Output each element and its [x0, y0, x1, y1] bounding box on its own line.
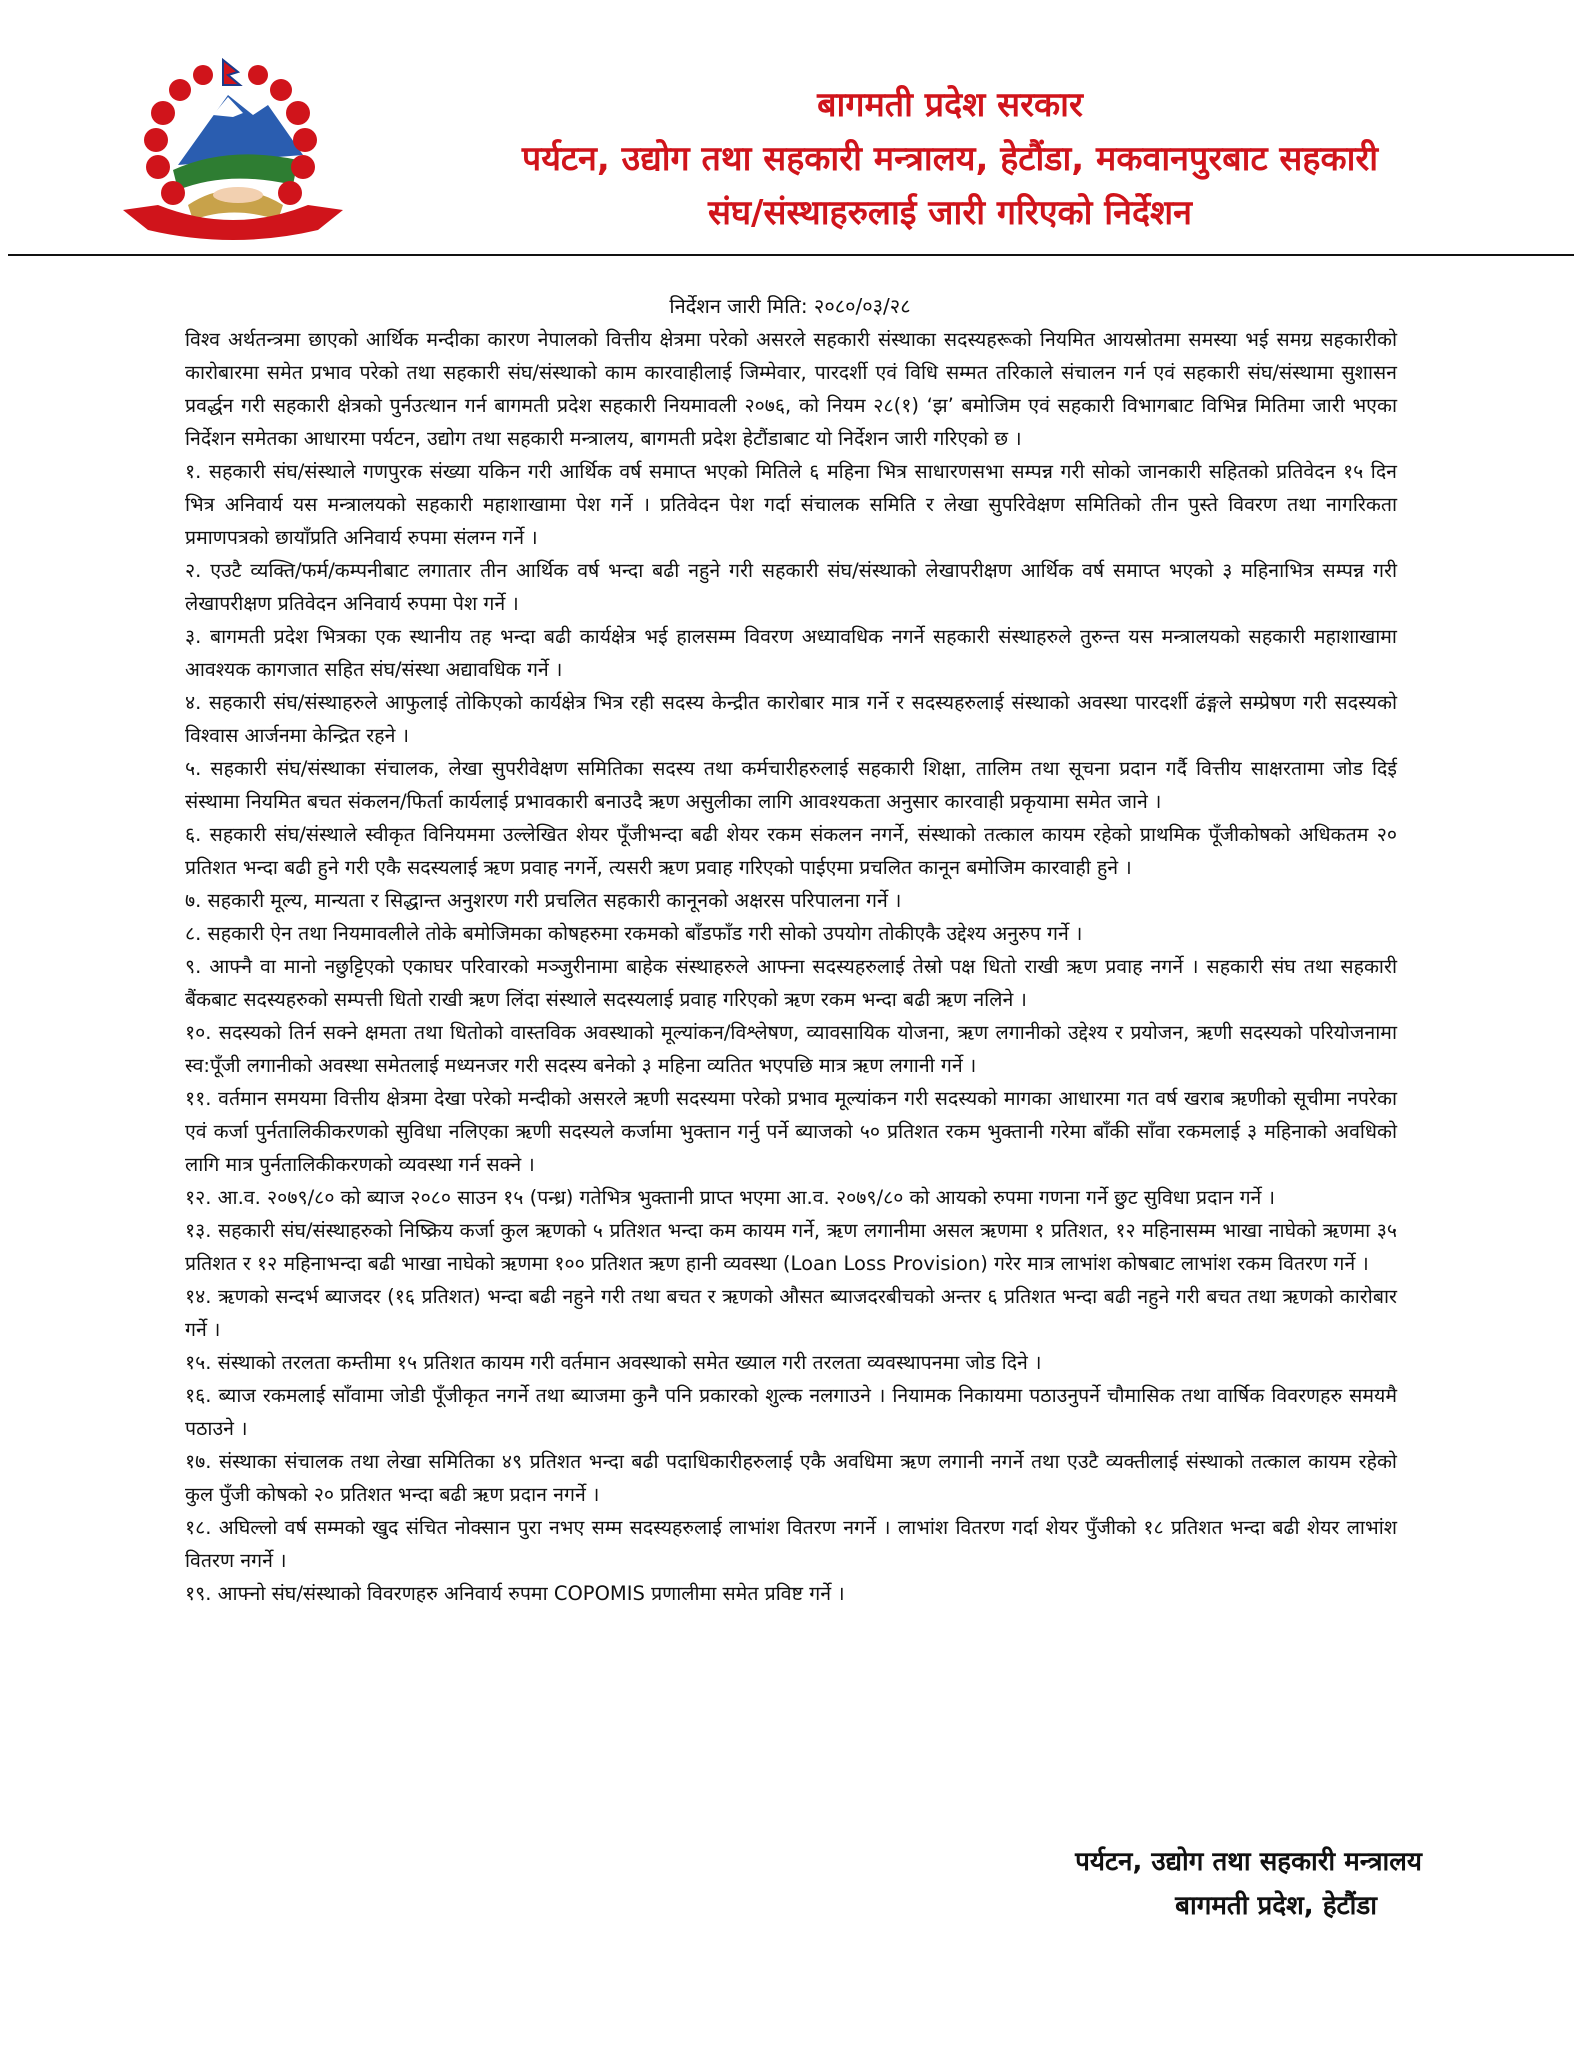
directive-item: १०. सदस्यको तिर्न सक्ने क्षमता तथा धितोको वास्तविक अवस्थाको मूल्यांकन/विश्लेषण, व्यावसायिक योजना, ऋण लगानीको उद्देश्य र प्रयोजन, ऋणी सदस्यको परियोजनामा स्व:पूँजी लगानीको अवस्था समेतलाई मध्यनजर गरी सदस्य बनेको ३ महिना व्यतित भएपछि मात्र ऋण लगानी गर्ने ।: [185, 1021, 1397, 1077]
directive-item: १५. संस्थाको तरलता कम्तीमा १५ प्रतिशत कायम गरी वर्तमान अवस्थाको समेत ख्याल गरी तरलता व्यवस्थापनमा जोड दिने ।: [185, 1351, 1042, 1374]
signature-block: [1075, 1840, 1422, 1928]
directive-item: १७. संस्थाका संचालक तथा लेखा समितिका ४९ प्रतिशत भन्दा बढी पदाधिकारीहरुलाई एकै अवधिमा ऋण लगानी नगर्ने तथा एउटै व्यक्तीलाई संस्थाको तत्काल कायम रहेको कुल पुँजी कोषको २० प्रतिशत भन्दा बढी ऋण प्रदान नगर्ने ।: [185, 1450, 1397, 1506]
government-name: बागमती प्रदेश सरकार: [817, 85, 1083, 125]
header-divider: [8, 254, 1574, 256]
directive-item: ११. वर्तमान समयमा वित्तीय क्षेत्रमा देखा परेको मन्दीको असरले ऋणी सदस्यमा परेको प्रभाव मूल्यांकन गरी सदस्यको मागका आधारमा गत वर्ष खराब ऋणीको सूचीमा नपरेका एवं कर्जा पुर्नतालिकीकरणको सुविधा नलिएका ऋणी सदस्यले कर्जामा भुक्तान गर्नु पर्ने ब्याजको ५० प्रतिशत रकम भुक्तानी गरेमा बाँकी साँवा रकमलाई ३ महिनाको अवधिको लागि मात्र पुर्नतालिकीकरणको व्यवस्था गर्न सक्ने ।: [185, 1087, 1397, 1176]
directive-item: ९. आफ्नै वा मानो नछुट्टिएको एकाघर परिवारको मञ्जुरीनामा बाहेक संस्थाहरुले आफ्ना सदस्यहरुलाई तेस्रो पक्ष धितो राखी ऋण प्रवाह नगर्ने । सहकारी संघ तथा सहकारी बैंकबाट सदस्यहरुको सम्पत्ती धितो राखी ऋण लिंदा संस्थाले सदस्यलाई प्रवाह गरिएको ऋण रकम भन्दा बढी ऋण नलिने ।: [185, 955, 1397, 1011]
directive-item: १२. आ.व. २०७९/८० को ब्याज २०८० साउन १५ (पन्ध्र) गतेभित्र भुक्तानी प्राप्त भएमा आ.व. २०७९/८० को आयको रुपमा गणना गर्ने छुट सुविधा प्रदान गर्ने ।: [185, 1186, 1275, 1209]
intro-paragraph: विश्व अर्थतन्त्रमा छाएको आर्थिक मन्दीका कारण नेपालको वित्तीय क्षेत्रमा परेको असरले सहकारी संस्थाका सदस्यहरूको नियमित आयस्रोतमा समस्या भई समग्र सहकारीको कारोबारमा समेत प्रभाव परेको तथा सहकारी संघ/संस्थाको काम कारवाहीलाई जिम्मेवार, पारदर्शी एवं विधि सम्मत तरिकाले संचालन गर्न एवं सहकारी संघ/संस्थामा सुशासन प्रवर्द्धन गरी सहकारी क्षेत्रको पुर्नउत्थान गर्न बागमती प्रदेश सहकारी नियमावली २०७६, को नियम २८(१) ‘झ’ बमोजिम एवं सहकारी विभागबाट विभिन्न मितिमा जारी भएका निर्देशन समेतका आधारमा पर्यटन, उद्योग तथा सहकारी मन्त्रालय, बागमती प्रदेश हेटौंडाबाट यो निर्देशन जारी गरिएको छ ।: [185, 328, 1397, 450]
directive-item: १६. ब्याज रकमलाई साँवामा जोडी पूँजीकृत नगर्ने तथा ब्याजमा कुनै पनि प्रकारको शुल्क नलगाउने । नियामक निकायमा पठाउनुपर्ने चौमासिक तथा वार्षिक विवरणहरु समयमै पठाउने ।: [185, 1384, 1397, 1440]
letterhead-title: [400, 78, 1500, 240]
signature-location: बागमती प्रदेश, हेटौंडा: [1175, 1891, 1377, 1921]
directive-item: ३. बागमती प्रदेश भित्रका एक स्थानीय तह भन्दा बढी कार्यक्षेत्र भई हालसम्म विवरण अध्यावधिक नगर्ने सहकारी संस्थाहरुले तुरुन्त यस मन्त्रालयको सहकारी महाशाखामा आवश्यक कागजात सहित संघ/संस्था अद्यावधिक गर्ने ।: [185, 625, 1397, 681]
signature-ministry: पर्यटन, उद्योग तथा सहकारी मन्त्रालय: [1075, 1847, 1422, 1877]
directive-item: १९. आफ्नो संघ/संस्थाको विवरणहरु अनिवार्य रुपमा COPOMIS प्रणालीमा समेत प्रविष्ट गर्ने ।: [185, 1582, 845, 1605]
directive-item: १४. ऋणको सन्दर्भ ब्याजदर (१६ प्रतिशत) भन्दा बढी नहुने गरी तथा बचत र ऋणको औसत ब्याजदरबीचको अन्तर ६ प्रतिशत भन्दा बढी नहुने गरी बचत तथा ऋणको कारोबार गर्ने ।: [185, 1285, 1397, 1341]
directive-item: १८. अघिल्लो वर्ष सम्मको खुद संचित नोक्सान पुरा नभए सम्म सदस्यहरुलाई लाभांश वितरण नगर्ने । लाभांश वितरण गर्दा शेयर पुँजीको १८ प्रतिशत भन्दा बढी शेयर लाभांश वितरण नगर्ने ।: [185, 1516, 1397, 1572]
directive-item: २. एउटै व्यक्ति/फर्म/कम्पनीबाट लगातार तीन आर्थिक वर्ष भन्दा बढी नहुने गरी सहकारी संघ/संस्थाको लेखापरीक्षण आर्थिक वर्ष समाप्त भएको ३ महिनाभित्र सम्पन्न गरी लेखापरीक्षण प्रतिवेदन अनिवार्य रुपमा पेश गर्ने ।: [185, 559, 1397, 615]
nepal-government-emblem: [118, 55, 348, 245]
directive-item: १३. सहकारी संघ/संस्थाहरुको निष्क्रिय कर्जा कुल ऋणको ५ प्रतिशत भन्दा कम कायम गर्ने, ऋण लगानीमा असल ऋणमा १ प्रतिशत, १२ महिनासम्म भाखा नाघेको ऋणमा ३५ प्रतिशत र १२ महिनाभन्दा बढी भाखा नाघेको ऋणमा १०० प्रतिशत ऋण हानी व्यवस्था (Loan Loss Provision) गरेर मात्र लाभांश कोषबाट लाभांश रकम वितरण गर्ने ।: [185, 1219, 1397, 1275]
document-subject: संघ/संस्थाहरुलाई जारी गरिएको निर्देशन: [707, 193, 1193, 233]
directive-item: ४. सहकारी संघ/संस्थाहरुले आफुलाई तोकिएको कार्यक्षेत्र भित्र रही सदस्य केन्द्रीत कारोबार मात्र गर्ने र सदस्यहरुलाई संस्थाको अवस्था पारदर्शी ढंङ्गले सम्प्रेषण गरी सदस्यको विश्वास आर्जनमा केन्द्रित रहने ।: [185, 691, 1397, 747]
directive-body: [185, 323, 1397, 1610]
ministry-name: पर्यटन, उद्योग तथा सहकारी मन्त्रालय, हेटौंडा, मकवानपुरबाट सहकारी: [521, 139, 1379, 179]
directive-item: १. सहकारी संघ/संस्थाले गणपुरक संख्या यकिन गरी आर्थिक वर्ष समाप्त भएको मितिले ६ महिना भित्र साधारणसभा सम्पन्न गरी सोको जानकारी सहितको प्रतिवेदन १५ दिन भित्र अनिवार्य यस मन्त्रालयको सहकारी महाशाखामा पेश गर्ने । प्रतिवेदन पेश गर्दा संचालक समिति र लेखा सुपरिवेक्षण समितिको तीन पुस्ते विवरण तथा नागरिकता प्रमाणपत्रको छायाँप्रति अनिवार्य रुपमा संलग्न गर्ने ।: [185, 460, 1397, 549]
directive-item: ८. सहकारी ऐन तथा नियमावलीले तोके बमोजिमका कोषहरुमा रकमको बाँडफाँड गरी सोको उपयोग तोकीएकै उद्देश्य अनुरुप गर्ने ।: [185, 922, 1083, 945]
directive-item: ५. सहकारी संघ/संस्थाका संचालक, लेखा सुपरीवेक्षण समितिका सदस्य तथा कर्मचारीहरुलाई सहकारी शिक्षा, तालिम तथा सूचना प्रदान गर्दै वित्तीय साक्षरतामा जोड दिई संस्थामा नियमित बचत संकलन/फिर्ता कार्यलाई प्रभावकारी बनाउदै ऋण असुलीका लागि आवश्यकता अनुसार कारवाही प्रकृयामा समेत जाने ।: [185, 757, 1397, 813]
issue-date: निर्देशन जारी मिति: २०८०/०३/२८: [669, 294, 911, 318]
directive-item: ७. सहकारी मूल्य, मान्यता र सिद्धान्त अनुशरण गरी प्रचलित सहकारी कानूनको अक्षरस परिपालना गर्ने ।: [185, 889, 902, 912]
directive-item: ६. सहकारी संघ/संस्थाले स्वीकृत विनियममा उल्लेखित शेयर पूँजीभन्दा बढी शेयर रकम संकलन नगर्ने, संस्थाको तत्काल कायम रहेको प्राथमिक पूँजीकोषको अधिकतम २० प्रतिशत भन्दा बढी हुने गरी एकै सदस्यलाई ऋण प्रवाह नगर्ने, त्यसरी ऋण प्रवाह गरिएको पाईएमा प्रचलित कानून बमोजिम कारवाही हुने ।: [185, 823, 1397, 879]
